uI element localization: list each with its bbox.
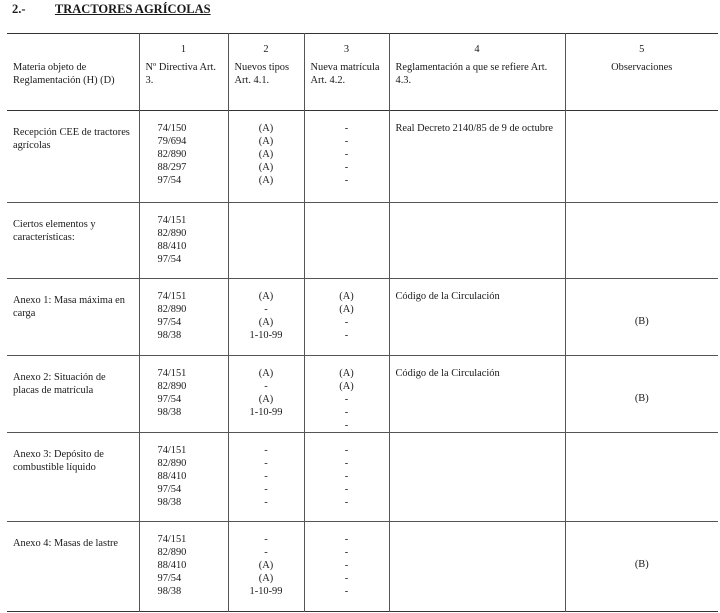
reglamentacion-text: Código de la Circulación bbox=[395, 368, 500, 379]
header-number: 2 bbox=[263, 44, 269, 55]
reglamentacion-cell bbox=[389, 203, 565, 279]
table-row bbox=[7, 203, 718, 279]
materia-cell bbox=[7, 111, 139, 203]
directiva-item: 82/890 bbox=[157, 547, 187, 559]
observaciones-text: (B) bbox=[634, 316, 649, 327]
observaciones-text bbox=[566, 111, 719, 148]
nueva-matricula-cell bbox=[304, 203, 389, 279]
directiva-item: 98/38 bbox=[157, 406, 182, 418]
nueva-matricula-item: - bbox=[344, 445, 349, 457]
reglamentacion-cell bbox=[389, 433, 565, 522]
nuevos-tipos-item: 1-10-99 bbox=[249, 406, 283, 418]
directiva-item: 88/410 bbox=[157, 240, 187, 252]
nuevos-tipos-list bbox=[229, 279, 304, 343]
section-heading bbox=[12, 2, 211, 17]
directiva-cell bbox=[139, 522, 228, 612]
observaciones-text bbox=[566, 433, 719, 470]
nuevos-tipos-item: - bbox=[264, 471, 268, 483]
nuevos-tipos-list bbox=[229, 356, 304, 420]
nueva-matricula-cell bbox=[304, 522, 389, 612]
reglamentacion-text: Real Decreto 2140/85 de 9 de octubre bbox=[395, 123, 554, 134]
nueva-matricula-item: - bbox=[344, 573, 349, 585]
nueva-matricula-list bbox=[305, 111, 389, 187]
section-title: TRACTORES AGRÍCOLAS bbox=[54, 2, 211, 16]
nuevos-tipos-cell bbox=[228, 433, 304, 522]
nuevos-tipos-item: - bbox=[264, 484, 268, 496]
nuevos-tipos-list bbox=[229, 522, 304, 598]
nueva-matricula-item: - bbox=[344, 135, 349, 147]
observaciones-cell bbox=[565, 356, 718, 433]
directiva-list bbox=[140, 111, 228, 187]
nueva-matricula-item: - bbox=[344, 161, 349, 173]
materia-text: Anexo 2: Situación de placas de matrícula bbox=[13, 372, 106, 396]
nueva-matricula-list bbox=[305, 356, 389, 432]
nuevos-tipos-item: - bbox=[264, 534, 268, 546]
nueva-matricula-item: - bbox=[344, 497, 349, 509]
nueva-matricula-item: (A) bbox=[339, 291, 354, 302]
directiva-item: 97/54 bbox=[157, 174, 182, 186]
observaciones-cell bbox=[565, 203, 718, 279]
reglamentacion-text bbox=[390, 522, 565, 534]
header-label: Nueva matrícula Art. 4.2. bbox=[310, 62, 380, 86]
nuevos-tipos-item: (A) bbox=[258, 123, 274, 134]
nueva-matricula-item: - bbox=[344, 458, 349, 470]
regulation-table bbox=[7, 33, 718, 612]
materia-cell bbox=[7, 203, 139, 279]
materia-cell bbox=[7, 433, 139, 522]
nueva-matricula-item: - bbox=[344, 484, 349, 496]
materia-text: Anexo 1: Masa máxima en carga bbox=[13, 295, 125, 319]
reglamentacion-text bbox=[390, 203, 565, 215]
nueva-matricula-item: - bbox=[344, 123, 349, 134]
nueva-matricula-item: - bbox=[344, 547, 349, 559]
header-nueva-matricula bbox=[304, 34, 389, 111]
nueva-matricula-item: - bbox=[344, 148, 349, 160]
reglamentacion-cell bbox=[389, 111, 565, 203]
nuevos-tipos-cell bbox=[228, 203, 304, 279]
nueva-matricula-item: - bbox=[344, 419, 349, 431]
observaciones-text: (B) bbox=[634, 559, 649, 571]
directiva-item: 97/54 bbox=[157, 573, 182, 585]
nueva-matricula-list bbox=[305, 433, 389, 509]
reglamentacion-cell bbox=[389, 522, 565, 612]
nueva-matricula-item: - bbox=[344, 393, 349, 405]
observaciones-cell bbox=[565, 111, 718, 203]
table-row bbox=[7, 522, 718, 612]
nueva-matricula-item: (A) bbox=[339, 303, 354, 315]
nueva-matricula-item: (A) bbox=[339, 380, 354, 392]
directiva-list bbox=[140, 522, 228, 598]
directiva-item: 98/38 bbox=[157, 586, 182, 598]
directiva-item: 82/890 bbox=[157, 303, 187, 315]
directiva-list bbox=[140, 279, 228, 343]
materia-text: Ciertos elementos y características: bbox=[13, 219, 96, 243]
directiva-item: 88/410 bbox=[157, 471, 187, 483]
header-number: 3 bbox=[343, 44, 350, 55]
observaciones-text bbox=[566, 203, 719, 240]
directiva-item: 82/890 bbox=[157, 380, 187, 392]
header-observaciones bbox=[565, 34, 718, 111]
directiva-item: 97/54 bbox=[157, 253, 182, 265]
directiva-item: 74/151 bbox=[157, 291, 187, 302]
reglamentacion-cell bbox=[389, 279, 565, 356]
header-label: Reglamentación a que se refiere Art. 4.3. bbox=[395, 62, 548, 86]
nueva-matricula-item: - bbox=[344, 586, 349, 598]
reglamentacion-text bbox=[390, 433, 565, 445]
materia-cell bbox=[7, 522, 139, 612]
nueva-matricula-cell bbox=[304, 433, 389, 522]
directiva-cell bbox=[139, 111, 228, 203]
observaciones-cell bbox=[565, 522, 718, 612]
nuevos-tipos-item: (A) bbox=[258, 560, 274, 572]
header-number: 4 bbox=[474, 44, 480, 55]
nuevos-tipos-cell bbox=[228, 356, 304, 433]
nueva-matricula-item: - bbox=[344, 329, 349, 341]
directiva-item: 82/890 bbox=[157, 148, 187, 160]
header-label: Nº Directiva Art. 3. bbox=[145, 62, 216, 86]
nueva-matricula-cell bbox=[304, 356, 389, 433]
nuevos-tipos-item: - bbox=[264, 445, 268, 457]
observaciones-cell bbox=[565, 279, 718, 356]
nueva-matricula-list bbox=[305, 522, 389, 598]
nuevos-tipos-item: (A) bbox=[258, 148, 274, 160]
header-number: 1 bbox=[180, 44, 187, 55]
directiva-item: 74/151 bbox=[157, 215, 187, 226]
directiva-list bbox=[140, 356, 228, 420]
materia-text: Recepción CEE de tractores agrícolas bbox=[13, 127, 130, 151]
nuevos-tipos-item: (A) bbox=[258, 573, 274, 585]
directiva-item: 74/151 bbox=[157, 368, 187, 379]
directiva-cell bbox=[139, 433, 228, 522]
nueva-matricula-cell bbox=[304, 279, 389, 356]
directiva-item: 98/38 bbox=[157, 497, 182, 509]
table-row bbox=[7, 279, 718, 356]
observaciones-text: (B) bbox=[634, 393, 649, 404]
materia-text: Anexo 3: Depósito de combustible líquido bbox=[13, 449, 104, 474]
materia-cell bbox=[7, 279, 139, 356]
directiva-item: 79/694 bbox=[157, 135, 187, 147]
reglamentacion-text: Código de la Circulación bbox=[395, 291, 500, 302]
directiva-list bbox=[140, 203, 228, 267]
nuevos-tipos-item: - bbox=[264, 497, 268, 509]
directiva-item: 74/150 bbox=[157, 123, 187, 134]
directiva-item: 88/297 bbox=[157, 161, 187, 173]
header-nuevos-tipos bbox=[228, 34, 304, 111]
directiva-item: 74/151 bbox=[157, 534, 187, 546]
header-reglamentacion bbox=[389, 34, 565, 111]
header-label: Observaciones bbox=[611, 62, 673, 73]
nuevos-tipos-item: (A) bbox=[258, 135, 274, 147]
materia-text: Anexo 4: Masas de lastre bbox=[13, 538, 119, 550]
directiva-item: 74/151 bbox=[157, 445, 187, 457]
directiva-item: 82/890 bbox=[157, 227, 187, 239]
directiva-cell bbox=[139, 279, 228, 356]
nueva-matricula-item: - bbox=[344, 406, 349, 418]
directiva-item: 97/54 bbox=[157, 316, 182, 328]
nuevos-tipos-item: (A) bbox=[258, 161, 274, 173]
nueva-matricula-item: - bbox=[344, 174, 349, 186]
nuevos-tipos-cell bbox=[228, 279, 304, 356]
directiva-item: 97/54 bbox=[157, 393, 182, 405]
nuevos-tipos-list bbox=[229, 203, 304, 215]
nueva-matricula-list bbox=[305, 279, 389, 343]
reglamentacion-cell bbox=[389, 356, 565, 433]
nuevos-tipos-item: (A) bbox=[258, 393, 274, 405]
nuevos-tipos-item: (A) bbox=[258, 316, 274, 328]
header-number: 5 bbox=[639, 44, 645, 55]
nuevos-tipos-item: - bbox=[264, 458, 268, 470]
nuevos-tipos-item: 1-10-99 bbox=[249, 586, 283, 598]
header-row bbox=[7, 34, 718, 111]
nuevos-tipos-item: 1-10-99 bbox=[249, 329, 283, 341]
nuevos-tipos-item: - bbox=[264, 380, 268, 392]
nueva-matricula-cell bbox=[304, 111, 389, 203]
directiva-cell bbox=[139, 356, 228, 433]
nuevos-tipos-list bbox=[229, 433, 304, 509]
nueva-matricula-item: - bbox=[344, 560, 349, 572]
table-row bbox=[7, 111, 718, 203]
nuevos-tipos-list bbox=[229, 111, 304, 187]
nuevos-tipos-item: - bbox=[264, 303, 268, 315]
header-directiva bbox=[139, 34, 228, 111]
header-materia bbox=[7, 34, 139, 111]
nuevos-tipos-item: (A) bbox=[258, 368, 274, 379]
directiva-item: 97/54 bbox=[157, 484, 182, 496]
nuevos-tipos-item: (A) bbox=[258, 174, 274, 186]
nueva-matricula-item: - bbox=[344, 316, 349, 328]
nueva-matricula-item: - bbox=[344, 471, 349, 483]
directiva-list bbox=[140, 433, 228, 509]
nuevos-tipos-cell bbox=[228, 111, 304, 203]
nueva-matricula-item: - bbox=[344, 534, 349, 546]
nuevos-tipos-cell bbox=[228, 522, 304, 612]
header-label: Nuevos tipos Art. 4.1. bbox=[234, 62, 290, 86]
directiva-item: 88/410 bbox=[157, 560, 187, 572]
directiva-item: 82/890 bbox=[157, 458, 187, 470]
observaciones-cell bbox=[565, 433, 718, 522]
nueva-matricula-item: (A) bbox=[339, 368, 354, 379]
nueva-matricula-list bbox=[305, 203, 389, 215]
directiva-item: 98/38 bbox=[157, 329, 182, 341]
directiva-cell bbox=[139, 203, 228, 279]
section-number: 2.- bbox=[12, 2, 26, 16]
table-row bbox=[7, 433, 718, 522]
header-label: Materia objeto de Reglamentación (H) (D) bbox=[13, 62, 115, 86]
materia-cell bbox=[7, 356, 139, 433]
table-row bbox=[7, 356, 718, 433]
nuevos-tipos-item: - bbox=[264, 547, 268, 559]
nuevos-tipos-item: (A) bbox=[258, 291, 274, 302]
